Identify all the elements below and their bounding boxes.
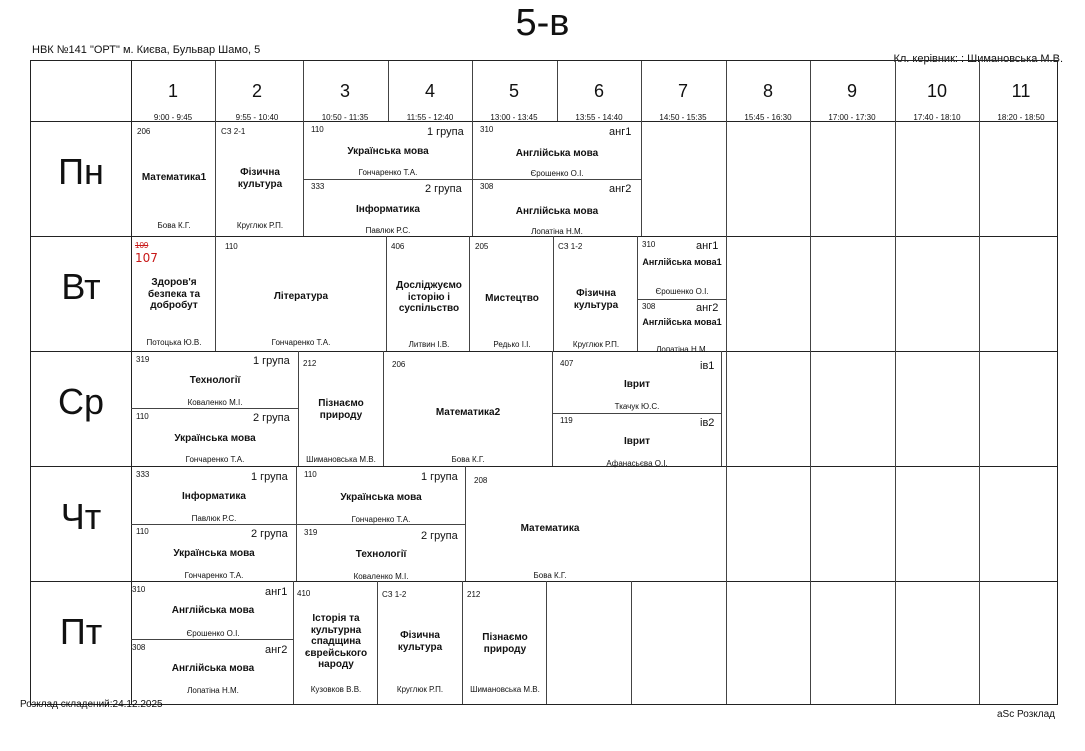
grid-line [979,61,980,704]
teacher: Лопатіна Н.М. [656,345,708,354]
grid-line [31,121,1057,122]
compiled-date: Розклад складений:24.12.2025 [20,699,163,710]
room: 110 [311,125,324,134]
room: 206 [137,127,151,136]
subject: Фізична культура [237,167,283,190]
group: анг2 [265,644,288,656]
teacher: Бова К.Г. [451,455,485,464]
period-number: 2 [251,81,262,101]
subject: Англійська мова [171,663,255,674]
cell-border [553,236,554,351]
cell-border [631,581,632,704]
teacher: Кузовков В.В. [310,685,362,694]
cell-border [131,408,298,409]
timetable-grid [30,60,1058,705]
grid-line [31,236,1057,237]
group: ів2 [700,417,715,429]
teacher: Єрошенко О.І. [530,169,584,178]
group: 1 група [253,355,290,367]
subject: Англійська мова [515,206,599,217]
teacher: Потоцька Ю.В. [146,338,202,347]
period-number: 6 [593,81,604,101]
room: СЗ 1-2 [558,242,583,251]
cell-border [303,179,641,180]
period-number: 4 [424,81,435,101]
class-title: 5-в [515,2,570,44]
cell-border [546,581,547,704]
period-time: 13:00 - 13:45 [490,113,538,122]
period-number: 3 [339,81,350,101]
grid-line [131,61,132,704]
grid-line [31,581,1057,582]
teacher: Круглюк Р.П. [396,685,444,694]
teacher: Гончаренко Т.А. [184,571,244,580]
room: 310 [480,125,494,134]
room: 110 [225,242,238,251]
grid-line [641,61,642,121]
room: 110 [136,412,149,421]
subject: Фізична культура [397,630,443,653]
day-label-mon: Пн [58,151,104,192]
room: 308 [642,302,656,311]
cell-border [293,581,294,704]
day-label-fri: Пт [59,611,103,652]
room: СЗ 2-1 [221,127,246,136]
subject: Іврит [623,436,651,447]
subject: Інформатика [182,491,246,502]
room: 308 [480,182,494,191]
day-label-tue: Вт [61,266,101,307]
subject: Історія та культурна спадщина єврейського народу [304,613,368,670]
teacher: Єрошенко О.І. [186,629,240,638]
group: анг1 [265,586,288,598]
teacher: Павлюк Р.С. [365,226,411,235]
teacher: Бова К.Г. [533,571,567,580]
cell-border [469,236,470,351]
room: 407 [560,359,574,368]
cell-border [298,351,299,466]
room: 319 [304,528,318,537]
teacher: Редько І.І. [493,340,531,349]
period-time: 9:55 - 10:40 [235,113,279,122]
subject: Математика1 [141,172,207,183]
subject: Технології [189,375,241,386]
cell-border [383,351,384,466]
period-time: 13:55 - 14:40 [575,113,623,122]
teacher: Єрошенко О.І. [655,287,709,296]
room: 212 [303,359,317,368]
group: ів1 [700,360,715,372]
group: 2 група [421,530,458,542]
room: 310 [642,240,656,249]
grid-line [31,351,1057,352]
cell-border [637,299,726,300]
subject: Українська мова [173,548,255,559]
group: анг1 [609,126,632,138]
room: 406 [391,242,405,251]
room: 310 [132,585,146,594]
cell-border [215,236,216,351]
teacher: Коваленко М.І. [353,572,409,581]
teacher: Гончаренко Т.А. [271,338,331,347]
cell-border [386,236,387,351]
teacher: Шимановська М.В. [306,455,376,464]
subject: Досліджуємо історію і суспільство [396,280,462,314]
teacher: Гончаренко Т.А. [185,455,245,464]
subject: Математика [520,523,580,534]
cell-border [465,466,466,581]
group: 2 група [251,528,288,540]
teacher: Гончаренко Т.А. [351,515,411,524]
room-crossed: 109 [135,241,149,250]
subject: Українська мова [340,492,422,503]
period-number: 9 [846,81,857,101]
room: 205 [475,242,489,251]
period-time: 11:55 - 12:40 [406,113,454,122]
teacher: Лопатіна Н.М. [531,227,583,236]
group: анг2 [696,302,719,314]
room: 110 [304,470,317,479]
subject: Фізична культура [573,288,619,311]
cell-border [462,581,463,704]
group: анг1 [696,240,719,252]
room-handwritten: 107 [135,251,158,265]
day-label-thu: Чт [60,496,102,537]
grid-line [557,61,558,121]
teacher: Круглюк Р.П. [236,221,284,230]
period-number: 8 [762,81,773,101]
grid-line [726,61,727,704]
period-time: 17:00 - 17:30 [828,113,876,122]
teacher: Павлюк Р.С. [191,514,237,523]
grid-line [810,61,811,704]
grid-line [31,466,1057,467]
subject: Українська мова [347,146,429,157]
subject: Здоров'я безпека та добробут [147,277,201,311]
teacher: Шимановська М.В. [470,685,540,694]
day-label-wed: Ср [57,381,105,422]
subject: Пізнаємо природу [482,632,528,655]
teacher: Бова К.Г. [157,221,191,230]
period-number: 11 [1011,81,1031,101]
group: 1 група [251,471,288,483]
period-time: 17:40 - 18:10 [913,113,961,122]
brand-label: aSc Розклад [997,709,1055,720]
period-time: 18:20 - 18:50 [997,113,1045,122]
cell-border [552,351,553,466]
room: 110 [136,527,149,536]
room: 319 [136,355,150,364]
school-name: НВК №141 "ОРТ" м. Києва, Бульвар Шамо, 5 [32,44,261,56]
room: 410 [297,589,311,598]
group: 2 група [253,412,290,424]
subject: Математика2 [435,407,501,418]
teacher: Литвин І.В. [408,340,450,349]
subject: Англійська мова [171,605,255,616]
room: 333 [311,182,325,191]
subject: Англійська мова [515,148,599,159]
period-time: 14:50 - 15:35 [659,113,707,122]
period-number: 7 [677,81,688,101]
room: 212 [467,590,481,599]
cell-border [637,236,638,351]
subject: Іврит [623,379,651,390]
cell-border [131,639,293,640]
room: 308 [132,643,146,652]
cell-border [721,351,722,466]
group: 1 група [427,126,464,138]
cell-border [377,581,378,704]
subject: Українська мова [174,433,256,444]
period-time: 15:45 - 16:30 [744,113,792,122]
teacher: Гончаренко Т.А. [358,168,418,177]
period-time: 10:50 - 11:35 [321,113,369,122]
group: 1 група [421,471,458,483]
subject: Мистецтво [485,293,539,304]
cell-border [131,524,465,525]
teacher: Круглюк Р.П. [572,340,620,349]
grid-line [303,61,304,121]
grid-line [472,61,473,121]
room: 208 [474,476,488,485]
period-time: 9:00 - 9:45 [153,113,193,122]
cell-border [552,413,721,414]
period-number: 5 [508,81,519,101]
grid-line [215,61,216,121]
room: 119 [560,416,573,425]
subject: Англійська мова1 [642,257,722,267]
cell-border [641,121,642,236]
subject: Література [273,291,329,302]
subject: Пізнаємо природу [318,398,364,421]
teacher: Коваленко М.І. [187,398,243,407]
period-number: 10 [926,81,948,101]
subject: Інформатика [356,204,420,215]
subject: Технології [355,549,407,560]
cell-border [215,121,216,236]
room: 206 [392,360,406,369]
teacher: Афанасьєва О.І. [606,459,668,468]
grid-line [388,61,389,121]
subject: Англійська мова1 [642,317,722,327]
group: 2 група [425,183,462,195]
group: анг2 [609,183,632,195]
grid-line [895,61,896,704]
class-teacher: Кл. керівник: : Шимановська М.В. [893,53,1063,65]
period-number: 1 [167,81,178,101]
teacher: Ткачук Ю.С. [614,402,660,411]
room: СЗ 1-2 [382,590,407,599]
room: 333 [136,470,150,479]
teacher: Лопатіна Н.М. [187,686,239,695]
